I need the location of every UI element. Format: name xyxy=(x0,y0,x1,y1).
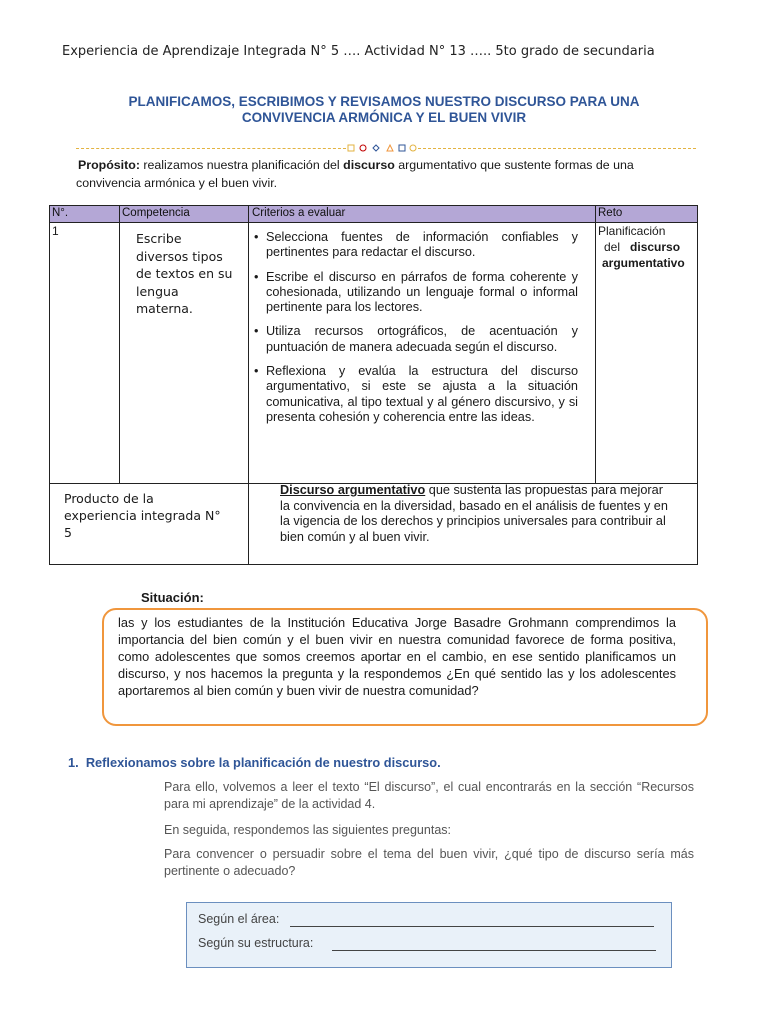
purpose-part-1: realizamos nuestra planificación del xyxy=(139,158,344,172)
criteria-list xyxy=(254,230,578,434)
step-1-title: Reflexionamos sobre la planificación de nuestro discurso. xyxy=(85,755,441,770)
table-header-number: N°. xyxy=(52,207,69,219)
challenge-line-3: argumentativo xyxy=(602,256,685,270)
product-text: que sustenta las propuestas para mejorar la convivencia en la diversidad, basado en el análisis de fuentes y en la vigencia de los derechos y principios universales para contribuir al bien común y al buen vivir. xyxy=(280,483,668,544)
table-header-competence: Competencia xyxy=(122,207,190,219)
structure-answer-label: Según su estructura: xyxy=(198,936,314,950)
situation-label: Situación: xyxy=(141,590,204,605)
row-number: 1 xyxy=(52,224,59,238)
product-description xyxy=(280,483,676,545)
product-keyword: Discurso argumentativo xyxy=(280,483,426,497)
bullet-icon: • xyxy=(254,230,259,244)
document-header: Experiencia de Aprendizaje Integrada N° 5 …. Actividad N° 13 ….. 5to grado de secundaria xyxy=(62,44,655,59)
step-1-heading xyxy=(68,755,441,770)
bullet-icon: • xyxy=(254,324,259,339)
page-title xyxy=(60,94,708,126)
list-item xyxy=(254,230,578,261)
challenge-cell xyxy=(598,223,694,271)
criteria-text: Selecciona fuentes de información confiables y pertinentes para redactar el discurso. xyxy=(266,230,578,260)
challenge-line-2-plain: del xyxy=(604,240,621,254)
list-item xyxy=(254,324,578,355)
title-line-2: CONVIVENCIA ARMÓNICA Y EL BUEN VIVIR xyxy=(241,110,527,125)
table-header-criteria: Criterios a evaluar xyxy=(252,207,346,219)
bullet-icon: • xyxy=(254,364,259,379)
list-item xyxy=(254,364,578,425)
purpose-label: Propósito: xyxy=(78,158,140,172)
decorative-shapes-icon xyxy=(346,142,418,154)
challenge-line-2 xyxy=(598,239,694,255)
table-col-divider-2 xyxy=(248,205,249,565)
table-border-right xyxy=(697,205,698,565)
divider-left xyxy=(76,148,346,149)
criteria-text: Reflexiona y evalúa la estructura del discurso argumentativo, si este se ajusta a la situación comunicativa, al tipo textual y al género discursivo, y si presenta cohesión y coherencia entre las ideas. xyxy=(266,364,578,424)
area-answer-label: Según el área: xyxy=(198,912,280,926)
product-label: Producto de la experiencia integrada N° 5 xyxy=(64,491,221,540)
table-header-challenge: Reto xyxy=(598,207,623,219)
purpose-part-2: argumentativo que sustente formas de una xyxy=(394,158,634,172)
criteria-text: Escribe el discurso en párrafos de forma coherente y cohesionada, utilizando un lenguaje formal o informal pertinente para los lectores. xyxy=(266,269,578,315)
challenge-line-1: Planificación xyxy=(598,224,666,238)
step-1-paragraph-2: En seguida, respondemos las siguientes preguntas: xyxy=(164,823,451,837)
competence-text: Escribe diversos tipos de textos en su lengua materna. xyxy=(136,231,233,316)
table-border-bottom xyxy=(49,564,698,565)
title-line-1: PLANIFICAMOS, ESCRIBIMOS Y REVISAMOS NUESTRO DISCURSO PARA UNA xyxy=(128,94,640,109)
criteria-text: Utiliza recursos ortográficos, de acentuación y puntuación de manera adecuada según el discurso. xyxy=(266,324,578,354)
table-border-top xyxy=(49,205,698,206)
structure-answer-field[interactable] xyxy=(332,950,656,951)
divider-right xyxy=(418,148,696,149)
table-col-divider-1 xyxy=(119,205,120,483)
challenge-line-2-bold: discurso xyxy=(630,240,681,254)
area-answer-field[interactable] xyxy=(290,926,654,927)
bullet-icon: • xyxy=(254,269,259,284)
purpose-text xyxy=(78,156,678,192)
table-col-divider-3 xyxy=(595,205,596,483)
step-1-paragraph-1: Para ello, volvemos a leer el texto “El discurso”, el cual encontrarás en la sección “Recursos para mi aprendizaje” de la actividad 4. xyxy=(164,780,694,811)
step-1-number: 1. xyxy=(68,755,79,770)
purpose-keyword: discurso xyxy=(343,158,395,172)
situation-text: las y los estudiantes de la Institución Educativa Jorge Basadre Grohmann comprendimos la importancia del bien común y el buen vivir en nuestra comunidad favorece de forma positiva, como adolescentes que somos creemos aportar en el cambio, en ese sentido planificamos un discurso, y nos hacemos la pregunta y la respondemos ¿En qué sentido las y los adolescentes aportaremos al bien común y buen vivir de nuestra comunidad? xyxy=(118,615,676,698)
list-item xyxy=(254,270,578,316)
purpose-line-2: convivencia armónica y el buen vivir. xyxy=(76,176,278,190)
table-border-left xyxy=(49,205,50,565)
step-1-paragraph-3: Para convencer o persuadir sobre el tema del buen vivir, ¿qué tipo de discurso sería más pertinente o adecuado? xyxy=(164,847,694,878)
